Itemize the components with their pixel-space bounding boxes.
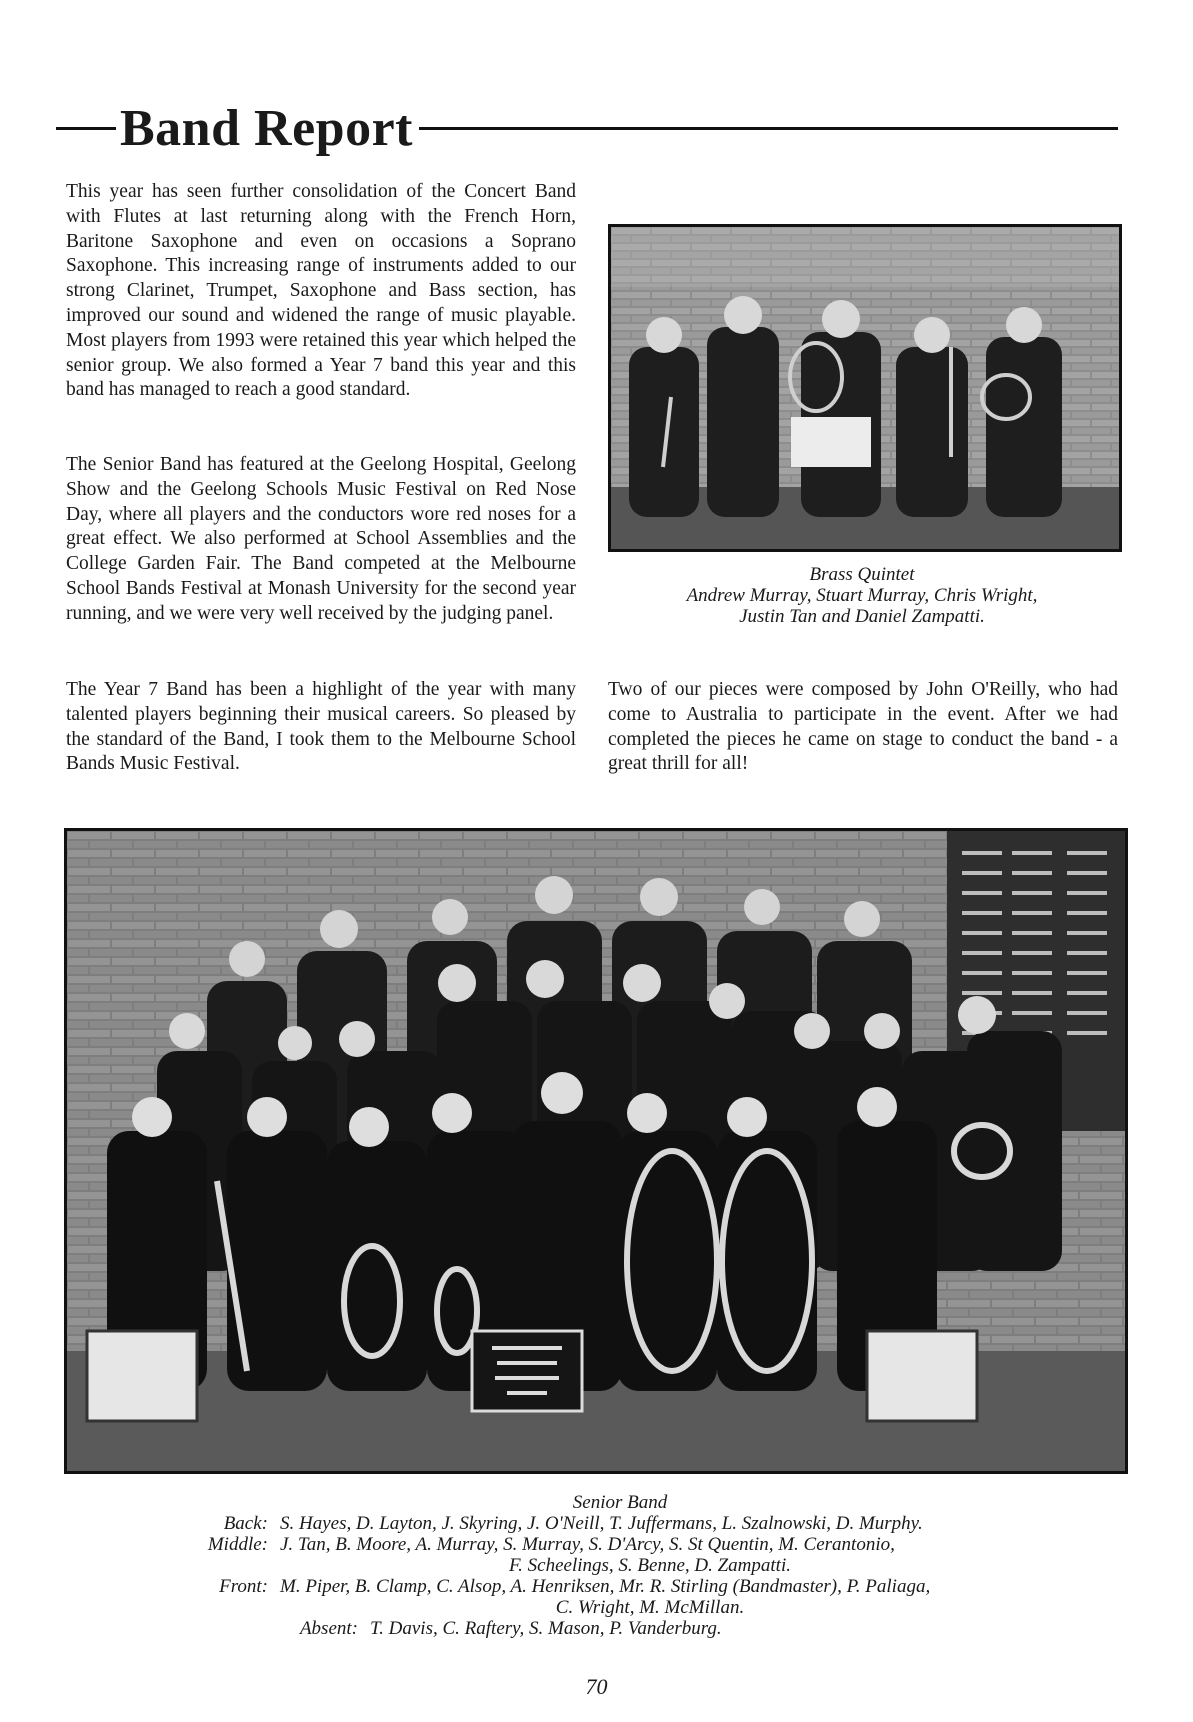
caption-names-absent: T. Davis, C. Raftery, S. Mason, P. Vanderburg. bbox=[370, 1618, 722, 1639]
caption-names-middle: J. Tan, B. Moore, A. Murray, S. Murray, S. D'Arcy, S. St Quentin, M. Cerantonio, bbox=[280, 1534, 895, 1555]
senior-band-photo bbox=[64, 828, 1128, 1474]
title-rule-left bbox=[56, 127, 116, 130]
caption-label-middle: Middle: bbox=[207, 1534, 268, 1555]
paragraph-year7-band: The Year 7 Band has been a highlight of the year with many talented players beginning their musical careers. So pleased by the standard of the Band, I took them to the Melbourne School Bands Music Festival. bbox=[66, 679, 576, 775]
quintet-caption-line1: Andrew Murray, Stuart Murray, Chris Wright, bbox=[686, 585, 1038, 606]
paragraph-composer: Two of our pieces were composed by John O'Reilly, who had come to Australia to participate in the event. After we had completed the pieces he came on stage to conduct the band - a great thrill for all! bbox=[608, 679, 1118, 775]
page-title: Band Report bbox=[120, 99, 413, 157]
caption-row-back bbox=[120, 1513, 1120, 1534]
caption-label-front: Front: bbox=[219, 1576, 268, 1597]
caption-names-front: M. Piper, B. Clamp, C. Alsop, A. Henriksen, Mr. R. Stirling (Bandmaster), P. Paliaga, bbox=[280, 1576, 931, 1597]
senior-band-caption bbox=[120, 1492, 1120, 1639]
caption-label-back: Back: bbox=[223, 1513, 268, 1534]
caption-row-middle bbox=[120, 1534, 1120, 1555]
quintet-caption-line2: Justin Tan and Daniel Zampatti. bbox=[739, 606, 985, 627]
quintet-caption-title: Brass Quintet bbox=[809, 564, 915, 585]
caption-row-absent bbox=[120, 1618, 1120, 1639]
caption-label-absent: Absent: bbox=[299, 1618, 358, 1639]
caption-row-front bbox=[120, 1576, 1120, 1597]
paragraph-intro: This year has seen further consolidation of the Concert Band with Flutes at last returning along with the French Horn, Baritone Saxophone and even on occasions a Soprano Saxophone. This increasing range of instruments added to our strong Clarinet, Trumpet, Saxophone and Bass section, has improved our sound and widened the range of music playable. Most players from 1993 were retained this year which helped the senior group. We also formed a Year 7 band this year and this band has managed to reach a good standard. bbox=[66, 181, 576, 401]
caption-names-middle-cont: F. Scheelings, S. Benne, D. Zampatti. bbox=[509, 1555, 791, 1576]
paragraph-senior-band: The Senior Band has featured at the Geelong Hospital, Geelong Show and the Geelong Schools Music Festival on Red Nose Day, where all players and the conductors wore red noses for a great effect. We also performed at School Assemblies and the College Garden Fair. The Band competed at the Melbourne School Bands Festival at Monash University for the second year running, and we were very well received by the judging panel. bbox=[66, 454, 576, 624]
caption-names-back: S. Hayes, D. Layton, J. Skyring, J. O'Neill, T. Juffermans, L. Szalnowski, D. Murphy. bbox=[280, 1513, 923, 1534]
senior-band-photo-image bbox=[67, 831, 1125, 1471]
brass-quintet-photo-image bbox=[611, 227, 1119, 549]
brass-quintet-caption bbox=[608, 564, 1116, 627]
title-rule-right bbox=[419, 127, 1118, 130]
senior-caption-title: Senior Band bbox=[572, 1492, 668, 1513]
caption-names-front-cont: C. Wright, M. McMillan. bbox=[555, 1597, 745, 1618]
title-row bbox=[56, 98, 1118, 158]
page-number: 70 bbox=[585, 1674, 608, 1699]
brass-quintet-photo bbox=[608, 224, 1122, 552]
